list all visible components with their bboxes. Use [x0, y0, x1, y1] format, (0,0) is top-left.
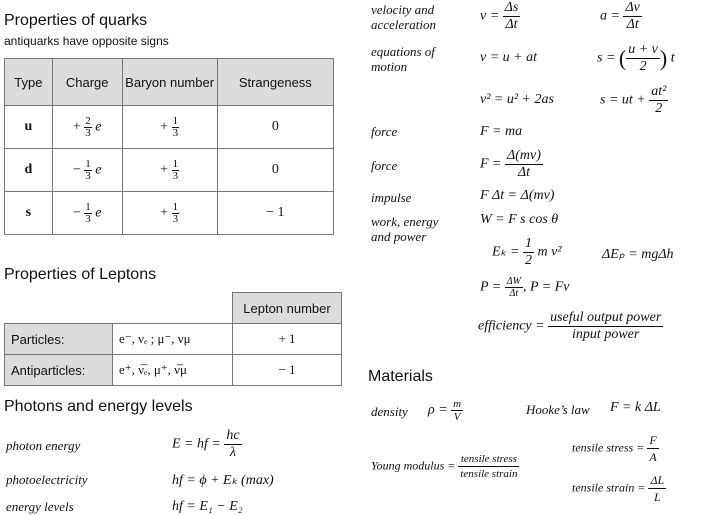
quark-baryon: + $\frac{1}{3}$: [122, 149, 217, 192]
density-eq: ρ = $\frac{m}{V}$: [428, 398, 462, 423]
table-row: [5, 324, 342, 355]
quarks-header-row: [5, 59, 334, 106]
quark-type: u: [5, 106, 53, 149]
header-lepton-number: Lepton number: [233, 293, 342, 324]
motion-eq-4: s = ut + $\frac{\text{at²}}{2}$: [600, 84, 667, 116]
table-row: [5, 192, 334, 235]
quarks-title: Properties of quarks: [4, 12, 148, 29]
velocity-label: velocity and acceleration: [371, 2, 436, 32]
work-label: work, energy and power: [371, 214, 439, 244]
row-symbols: e⁺, ν̅ₑ, μ⁺, ν̅μ: [113, 355, 233, 386]
quark-baryon: + $\frac{1}{3}$: [122, 106, 217, 149]
tensile-strain-eq: tensile strain = $\frac{\Delta L}{L}$: [572, 473, 665, 504]
materials-title: Materials: [368, 368, 433, 385]
table-row: [5, 149, 334, 192]
header-strangeness: Strangeness: [217, 59, 333, 106]
density-label: density: [371, 404, 408, 419]
velocity-eq: v = $\frac{\Delta s}{\Delta t}$: [480, 0, 519, 32]
photon-energy-label: photon energy: [6, 438, 81, 453]
force-eq-1: F = ma: [480, 124, 523, 139]
impulse-label: impulse: [371, 190, 412, 205]
tensile-stress-eq: tensile stress = $\frac{F}{A}$: [572, 433, 657, 464]
row-label: Particles:: [5, 324, 113, 355]
leptons-header-row: [5, 293, 342, 324]
force-eq-2: F = $\frac{\Delta(mv)}{\Delta t}$: [480, 148, 541, 180]
acceleration-eq: a = $\frac{\Delta v}{\Delta t}$: [600, 0, 640, 32]
quark-charge: − $\frac{1}{3}$ e: [52, 149, 122, 192]
quark-charge: − $\frac{1}{3}$ e: [52, 192, 122, 235]
photoelectricity-eq: hf = ϕ + Eₖ (max): [172, 473, 274, 488]
kinetic-energy-eq: Eₖ = $\frac{1}{2}$ m v²: [492, 236, 562, 268]
quarks-table: [4, 58, 334, 235]
hooke-eq: F = k ΔL: [610, 400, 661, 415]
quark-strangeness: 0: [217, 149, 333, 192]
energy-levels-eq: hf = E₁ − E₂: [172, 499, 243, 514]
quark-type: d: [5, 149, 53, 192]
header-baryon: Baryon number: [122, 59, 217, 106]
quark-type: s: [5, 192, 53, 235]
photoelectricity-label: photoelectricity: [6, 472, 88, 487]
leptons-table: [4, 292, 342, 386]
power-eq: P = $\frac{\Delta W}{\Delta t}$ , P = Fv: [480, 276, 570, 299]
row-symbols: e⁻, νₑ ; μ⁻, νμ: [113, 324, 233, 355]
header-type: Type: [5, 59, 53, 106]
work-eq: W = F s cos θ: [480, 212, 559, 227]
quark-strangeness: 0: [217, 106, 333, 149]
motion-eq-2: s = ( $\frac{u + v}{2}$ ) t: [597, 42, 675, 74]
force-label-2: force: [371, 158, 398, 173]
potential-energy-eq: ΔEₚ = mgΔh: [602, 247, 674, 262]
young-modulus-eq: Young modulus = tensile stress tensile strain: [371, 453, 518, 480]
blank-cell: [5, 293, 233, 324]
photons-title: Photons and energy levels: [4, 398, 193, 415]
motion-eq-1: v = u + at: [480, 50, 537, 65]
energy-levels-label: energy levels: [6, 499, 74, 514]
header-charge: Charge: [52, 59, 122, 106]
photon-energy-eq: E = hf = $\frac{hc}{\lambda}$: [172, 428, 240, 460]
hooke-label: Hooke’s law: [526, 402, 590, 417]
table-row: [5, 106, 334, 149]
impulse-eq: F Δt = Δ(mv): [480, 188, 555, 203]
leptons-title: Properties of Leptons: [4, 266, 157, 283]
force-label-1: force: [371, 124, 398, 139]
row-label: Antiparticles:: [5, 355, 113, 386]
motion-label: equations of motion: [371, 44, 435, 74]
quark-baryon: + $\frac{1}{3}$: [122, 192, 217, 235]
quark-charge: + $\frac{2}{3}$ e: [52, 106, 122, 149]
row-value: − 1: [233, 355, 342, 386]
quark-strangeness: − 1: [217, 192, 333, 235]
row-value: + 1: [233, 324, 342, 355]
efficiency-eq: efficiency = useful output power input power: [478, 310, 662, 342]
table-row: [5, 355, 342, 386]
quarks-subtitle: antiquarks have opposite signs: [4, 34, 169, 48]
motion-eq-3: v² = u² + 2as: [480, 92, 554, 107]
